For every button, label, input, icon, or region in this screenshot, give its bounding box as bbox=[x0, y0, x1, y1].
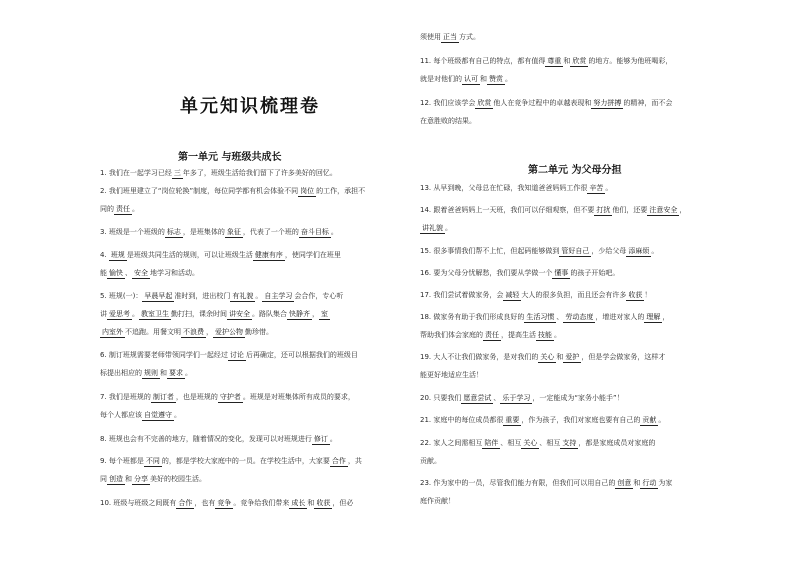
text-line bbox=[420, 74, 512, 85]
question-text: ， bbox=[206, 328, 213, 336]
question-text: 、 bbox=[493, 394, 501, 402]
answer-blank: 正当 bbox=[443, 33, 457, 41]
question-text: 。 bbox=[651, 247, 659, 255]
answer-blank: 自觉遵守 bbox=[144, 411, 172, 419]
question-text: ，共 bbox=[347, 457, 362, 465]
answer-blank: 自主学习 bbox=[264, 292, 293, 300]
answer-blank: 内室外 bbox=[102, 328, 123, 336]
text-line bbox=[420, 290, 651, 301]
question-text: 12. 我们应该学会 bbox=[420, 99, 476, 107]
question-text: 大人的很多负担，而且还会有许多 bbox=[521, 291, 627, 299]
question-text: 9. 每个班都是 bbox=[100, 457, 144, 465]
text-line bbox=[420, 32, 480, 43]
question-text: 和 bbox=[307, 499, 315, 507]
question-text: 须使用 bbox=[420, 33, 441, 41]
question-text: 23. 作为家中的一员，尽管我们能力有限，但我们可以用自己的 bbox=[420, 479, 616, 487]
answer-blank: 象征 bbox=[226, 228, 241, 236]
answer-blank: 愿意尝试 bbox=[463, 394, 492, 402]
text-line bbox=[420, 438, 655, 449]
question-text: 、 bbox=[125, 269, 132, 277]
text-line bbox=[100, 227, 338, 238]
answer-blank: 创造 bbox=[109, 475, 123, 483]
answer-blank: 欣赏 bbox=[477, 99, 492, 107]
answer-blank: 岗位 bbox=[300, 187, 315, 195]
question-text: 每个人都应该 bbox=[100, 411, 142, 419]
question-text: 、相互 bbox=[500, 439, 522, 447]
answer-blank: 收获 bbox=[628, 291, 643, 299]
answer-blank: 不同 bbox=[145, 457, 160, 465]
question-text: 18. 做家务有助于我们形成良好的 bbox=[420, 313, 525, 321]
text-line bbox=[100, 268, 199, 279]
answer-blank: 修订 bbox=[313, 435, 328, 443]
question-text: 和 bbox=[556, 353, 564, 361]
question-text: ，也有 bbox=[194, 499, 216, 507]
text-line bbox=[420, 116, 476, 126]
question-text: 。 bbox=[255, 292, 263, 300]
section-heading-unit2: 第二单元 为父母分担 bbox=[528, 165, 622, 176]
answer-blank: 爱护公物 bbox=[215, 328, 243, 336]
text-line bbox=[420, 393, 624, 404]
answer-blank: 奋斗目标 bbox=[300, 228, 329, 236]
text-line bbox=[420, 352, 665, 363]
text-line bbox=[420, 415, 665, 426]
answer-blank: 室 bbox=[321, 310, 328, 318]
text-line bbox=[420, 183, 612, 194]
answer-blank: 责任 bbox=[485, 331, 499, 339]
question-text: 19. 大人不让我们做家务，是对我们的 bbox=[420, 353, 539, 361]
question-text: 在意胜败的结果。 bbox=[420, 117, 476, 125]
question-text: 和 bbox=[125, 475, 132, 483]
text-line bbox=[100, 434, 337, 445]
question-text: 17. 我们尝试着做家务，会 bbox=[420, 291, 504, 299]
question-text: ，增进对家人的 bbox=[595, 313, 645, 321]
question-text: 的孩子开始吧。 bbox=[570, 269, 620, 277]
question-text: 能 bbox=[100, 269, 107, 277]
text-line bbox=[100, 168, 337, 179]
answer-blank: 劳动态度 bbox=[565, 313, 594, 321]
text-line bbox=[420, 268, 619, 279]
question-text: ，但必 bbox=[332, 499, 354, 507]
answer-blank: 成长 bbox=[291, 499, 306, 507]
answer-blank: 规则 bbox=[144, 369, 158, 377]
question-text: 。 bbox=[505, 75, 512, 83]
question-text: 。 bbox=[330, 228, 338, 236]
question-text: 。 bbox=[554, 331, 561, 339]
answer-blank: 收获 bbox=[316, 499, 331, 507]
question-text: 的地方。能够为他班喝彩， bbox=[588, 57, 673, 65]
text-line bbox=[100, 204, 139, 215]
question-text: 不追跑。用餐文明 bbox=[125, 328, 181, 336]
question-text: ， bbox=[662, 313, 670, 321]
text-line bbox=[100, 309, 330, 320]
answer-blank: 行动 bbox=[642, 479, 657, 487]
text-line bbox=[420, 456, 441, 466]
question-text: 10. 班级与班级之间既有 bbox=[100, 499, 177, 507]
question-text: 帮助我们体会家庭的 bbox=[420, 331, 483, 339]
answer-blank: 辛苦 bbox=[589, 184, 604, 192]
question-text: ，都是家庭成员对家庭的 bbox=[578, 439, 656, 447]
answer-blank: 尊重 bbox=[547, 57, 562, 65]
answer-blank: 守护者 bbox=[219, 393, 241, 401]
question-text: 。班规是对班集体所有成员的要求， bbox=[242, 393, 355, 401]
answer-blank: 懂事 bbox=[554, 269, 569, 277]
answer-blank: 关心 bbox=[523, 439, 538, 447]
answer-blank: 管好自己 bbox=[561, 247, 590, 255]
question-text: 方式。 bbox=[459, 33, 480, 41]
answer-blank: 讲安全 bbox=[229, 310, 250, 318]
question-text: 能更好地适应生活！ bbox=[420, 371, 483, 379]
answer-blank: 责任 bbox=[116, 205, 130, 213]
question-text: 同的 bbox=[100, 205, 114, 213]
answer-blank: 早晨早起 bbox=[144, 292, 173, 300]
question-text: 美好的校园生活。 bbox=[150, 475, 206, 483]
question-text: 的工作，承担不 bbox=[316, 187, 366, 195]
answer-blank: 有礼貌 bbox=[232, 292, 254, 300]
answer-blank: 要求 bbox=[169, 369, 183, 377]
question-text: ，作为孩子，我们对家庭也要有自己的 bbox=[521, 416, 641, 424]
answer-blank: 贡献 bbox=[642, 416, 657, 424]
question-text: ， bbox=[679, 206, 687, 214]
answer-blank: 生活习惯 bbox=[526, 313, 555, 321]
answer-blank: 打扰 bbox=[596, 206, 611, 214]
question-text: 、相互 bbox=[539, 439, 561, 447]
question-text: ，使同学们在班里 bbox=[284, 251, 341, 259]
answer-blank: 制订者 bbox=[152, 393, 174, 401]
answer-blank: 注意安全 bbox=[649, 206, 678, 214]
question-text: 。 bbox=[329, 435, 337, 443]
answer-blank: 愉快 bbox=[109, 269, 123, 277]
question-text: 地学习和活动。 bbox=[150, 269, 199, 277]
question-text: 和 bbox=[480, 75, 487, 83]
answer-blank: 竞争 bbox=[217, 499, 232, 507]
text-line bbox=[100, 456, 362, 467]
answer-blank: 讲礼貌 bbox=[422, 224, 443, 232]
text-line bbox=[420, 223, 452, 234]
question-text: 、 bbox=[556, 313, 564, 321]
answer-blank: 三 bbox=[173, 169, 181, 177]
question-text: 准时到，进出校门 bbox=[174, 292, 231, 300]
question-text: 的精神，而不会 bbox=[623, 99, 673, 107]
question-text: 年多了，班级生活给我们留下了许多美好的回忆。 bbox=[182, 169, 337, 177]
question-text: 勤打扫，课余时间 bbox=[171, 310, 227, 318]
question-text: 8. 班规也会有不完善的地方，随着情况的变化，发现可以对班规进行 bbox=[100, 435, 312, 443]
text-line bbox=[100, 327, 273, 338]
question-text: 。 bbox=[132, 310, 139, 318]
question-text: 。竞争给我们带来 bbox=[233, 499, 290, 507]
answer-blank: 标志 bbox=[166, 228, 181, 236]
answer-blank: 快静齐 bbox=[289, 310, 310, 318]
question-text: 11. 每个班级都有自己的特点，都有值得 bbox=[420, 57, 546, 65]
answer-blank: 班规 bbox=[110, 251, 125, 259]
question-text: 标提出相应的 bbox=[100, 369, 142, 377]
answer-blank: 陪伴 bbox=[484, 439, 499, 447]
answer-blank: 理解 bbox=[646, 313, 661, 321]
question-text: 22. 家人之间需相互 bbox=[420, 439, 483, 447]
question-text: 。 bbox=[605, 184, 613, 192]
question-text: ，代表了一个班的 bbox=[242, 228, 299, 236]
answer-blank: 健康有序 bbox=[254, 251, 283, 259]
answer-blank: 乐于学习 bbox=[502, 394, 531, 402]
text-line bbox=[420, 496, 455, 506]
text-line bbox=[100, 350, 358, 361]
answer-blank: 教室卫生 bbox=[141, 310, 169, 318]
text-line bbox=[100, 498, 353, 509]
question-text: 2. 我们班里建立了“岗位轮换”制度，每位同学都有机会体验不同 bbox=[100, 187, 299, 195]
question-text: 为家 bbox=[658, 479, 673, 487]
question-text: 16. 要为父母分忧解愁，我们要从学做一个 bbox=[420, 269, 553, 277]
question-text: 。 bbox=[658, 416, 666, 424]
answer-blank: 支持 bbox=[562, 439, 577, 447]
question-text: ，也是班规的 bbox=[175, 393, 218, 401]
question-text: ，是班集体的 bbox=[182, 228, 225, 236]
question-text: 后再确定，还可以根据我们的班级目 bbox=[245, 351, 358, 359]
question-text: 贡献。 bbox=[420, 457, 441, 465]
question-text: 和 bbox=[160, 369, 167, 377]
question-text: 20. 只要我们 bbox=[420, 394, 462, 402]
text-line bbox=[420, 330, 561, 341]
answer-blank: 努力拼搏 bbox=[593, 99, 622, 107]
text-line bbox=[420, 370, 483, 380]
answer-blank: 认可 bbox=[464, 75, 478, 83]
answer-blank: 赞赏 bbox=[489, 75, 503, 83]
answer-blank: 关心 bbox=[540, 353, 555, 361]
question-text: 勤珍惜。 bbox=[245, 328, 273, 336]
text-line bbox=[100, 368, 192, 379]
text-line bbox=[100, 392, 355, 403]
question-text: 是班级共同生活的规则，可以让班级生活 bbox=[126, 251, 253, 259]
question-text: 7. 我们是班规的 bbox=[100, 393, 151, 401]
question-text: 和 bbox=[563, 57, 571, 65]
question-text: ！ bbox=[644, 291, 652, 299]
question-text: ，少给父母 bbox=[591, 247, 627, 255]
question-text: ，一定能成为“家务小能手”！ bbox=[532, 394, 624, 402]
question-text: 的，都是学校大家庭中的一员。在学校生活中，大家要 bbox=[161, 457, 330, 465]
text-line bbox=[100, 186, 365, 197]
text-line bbox=[420, 205, 686, 216]
question-text: ，但是学会做家务，这样才 bbox=[581, 353, 666, 361]
question-text: 1. 我们在一起学习已经 bbox=[100, 169, 172, 177]
question-text: 他们，还要 bbox=[612, 206, 648, 214]
answer-blank: 合作 bbox=[178, 499, 193, 507]
text-line bbox=[420, 312, 669, 323]
question-text: 13. 从早到晚，父母总在忙碌，我知道爸爸妈妈工作很 bbox=[420, 184, 588, 192]
answer-blank: 技能 bbox=[538, 331, 552, 339]
text-line bbox=[420, 56, 672, 67]
question-text: 。 bbox=[445, 224, 452, 232]
question-text: 和 bbox=[633, 479, 641, 487]
question-text: 5. 班规(一)： bbox=[100, 292, 143, 300]
answer-blank: 创意 bbox=[617, 479, 632, 487]
section-heading-unit1: 第一单元 与班级共成长 bbox=[178, 152, 282, 163]
answer-blank: 安全 bbox=[134, 269, 148, 277]
question-text: 就是对他们的 bbox=[420, 75, 462, 83]
answer-blank: 爱思考 bbox=[109, 310, 130, 318]
answer-blank: 不浪费 bbox=[183, 328, 204, 336]
answer-blank: 添麻烦 bbox=[628, 247, 650, 255]
text-line bbox=[420, 98, 672, 109]
answer-blank: 减轻 bbox=[505, 291, 520, 299]
text-line bbox=[100, 250, 341, 261]
question-text: ，提高生活 bbox=[501, 331, 536, 339]
question-text: ， bbox=[312, 310, 319, 318]
answer-blank: 欣赏 bbox=[572, 57, 587, 65]
question-text: 6. 制订班规需要老师带领同学们一起经过 bbox=[100, 351, 228, 359]
answer-blank: 合作 bbox=[331, 457, 346, 465]
answer-blank: 重要 bbox=[505, 416, 520, 424]
question-text: 21. 家庭中的每位成员都很 bbox=[420, 416, 504, 424]
question-text: 14. 跟着爸爸妈妈上一天班，我们可以仔细观察，但不要 bbox=[420, 206, 595, 214]
question-text: 4. bbox=[100, 251, 109, 259]
question-text: 。 bbox=[185, 369, 192, 377]
answer-blank: 讨论 bbox=[229, 351, 244, 359]
text-line bbox=[420, 478, 672, 489]
question-text: 他人在竞争过程中的卓越表现和 bbox=[493, 99, 592, 107]
answer-blank: 爱护 bbox=[565, 353, 580, 361]
question-text: 会合作，专心听 bbox=[294, 292, 344, 300]
page-title: 单元知识梳理卷 bbox=[180, 96, 320, 117]
question-text: 3. 班级是一个班级的 bbox=[100, 228, 165, 236]
question-text: 。 bbox=[174, 411, 181, 419]
text-line bbox=[100, 410, 181, 421]
answer-blank: 分享 bbox=[134, 475, 148, 483]
question-text: 。 bbox=[132, 205, 139, 213]
question-text: 讲 bbox=[100, 310, 107, 318]
question-text: 。路队集合 bbox=[252, 310, 287, 318]
question-text: 15. 很多事情我们帮不上忙，但起码能够做到 bbox=[420, 247, 560, 255]
question-text: 庭作贡献！ bbox=[420, 497, 455, 505]
text-line bbox=[420, 246, 658, 257]
text-line bbox=[100, 474, 206, 485]
text-line bbox=[100, 291, 343, 302]
question-text: 同 bbox=[100, 475, 107, 483]
